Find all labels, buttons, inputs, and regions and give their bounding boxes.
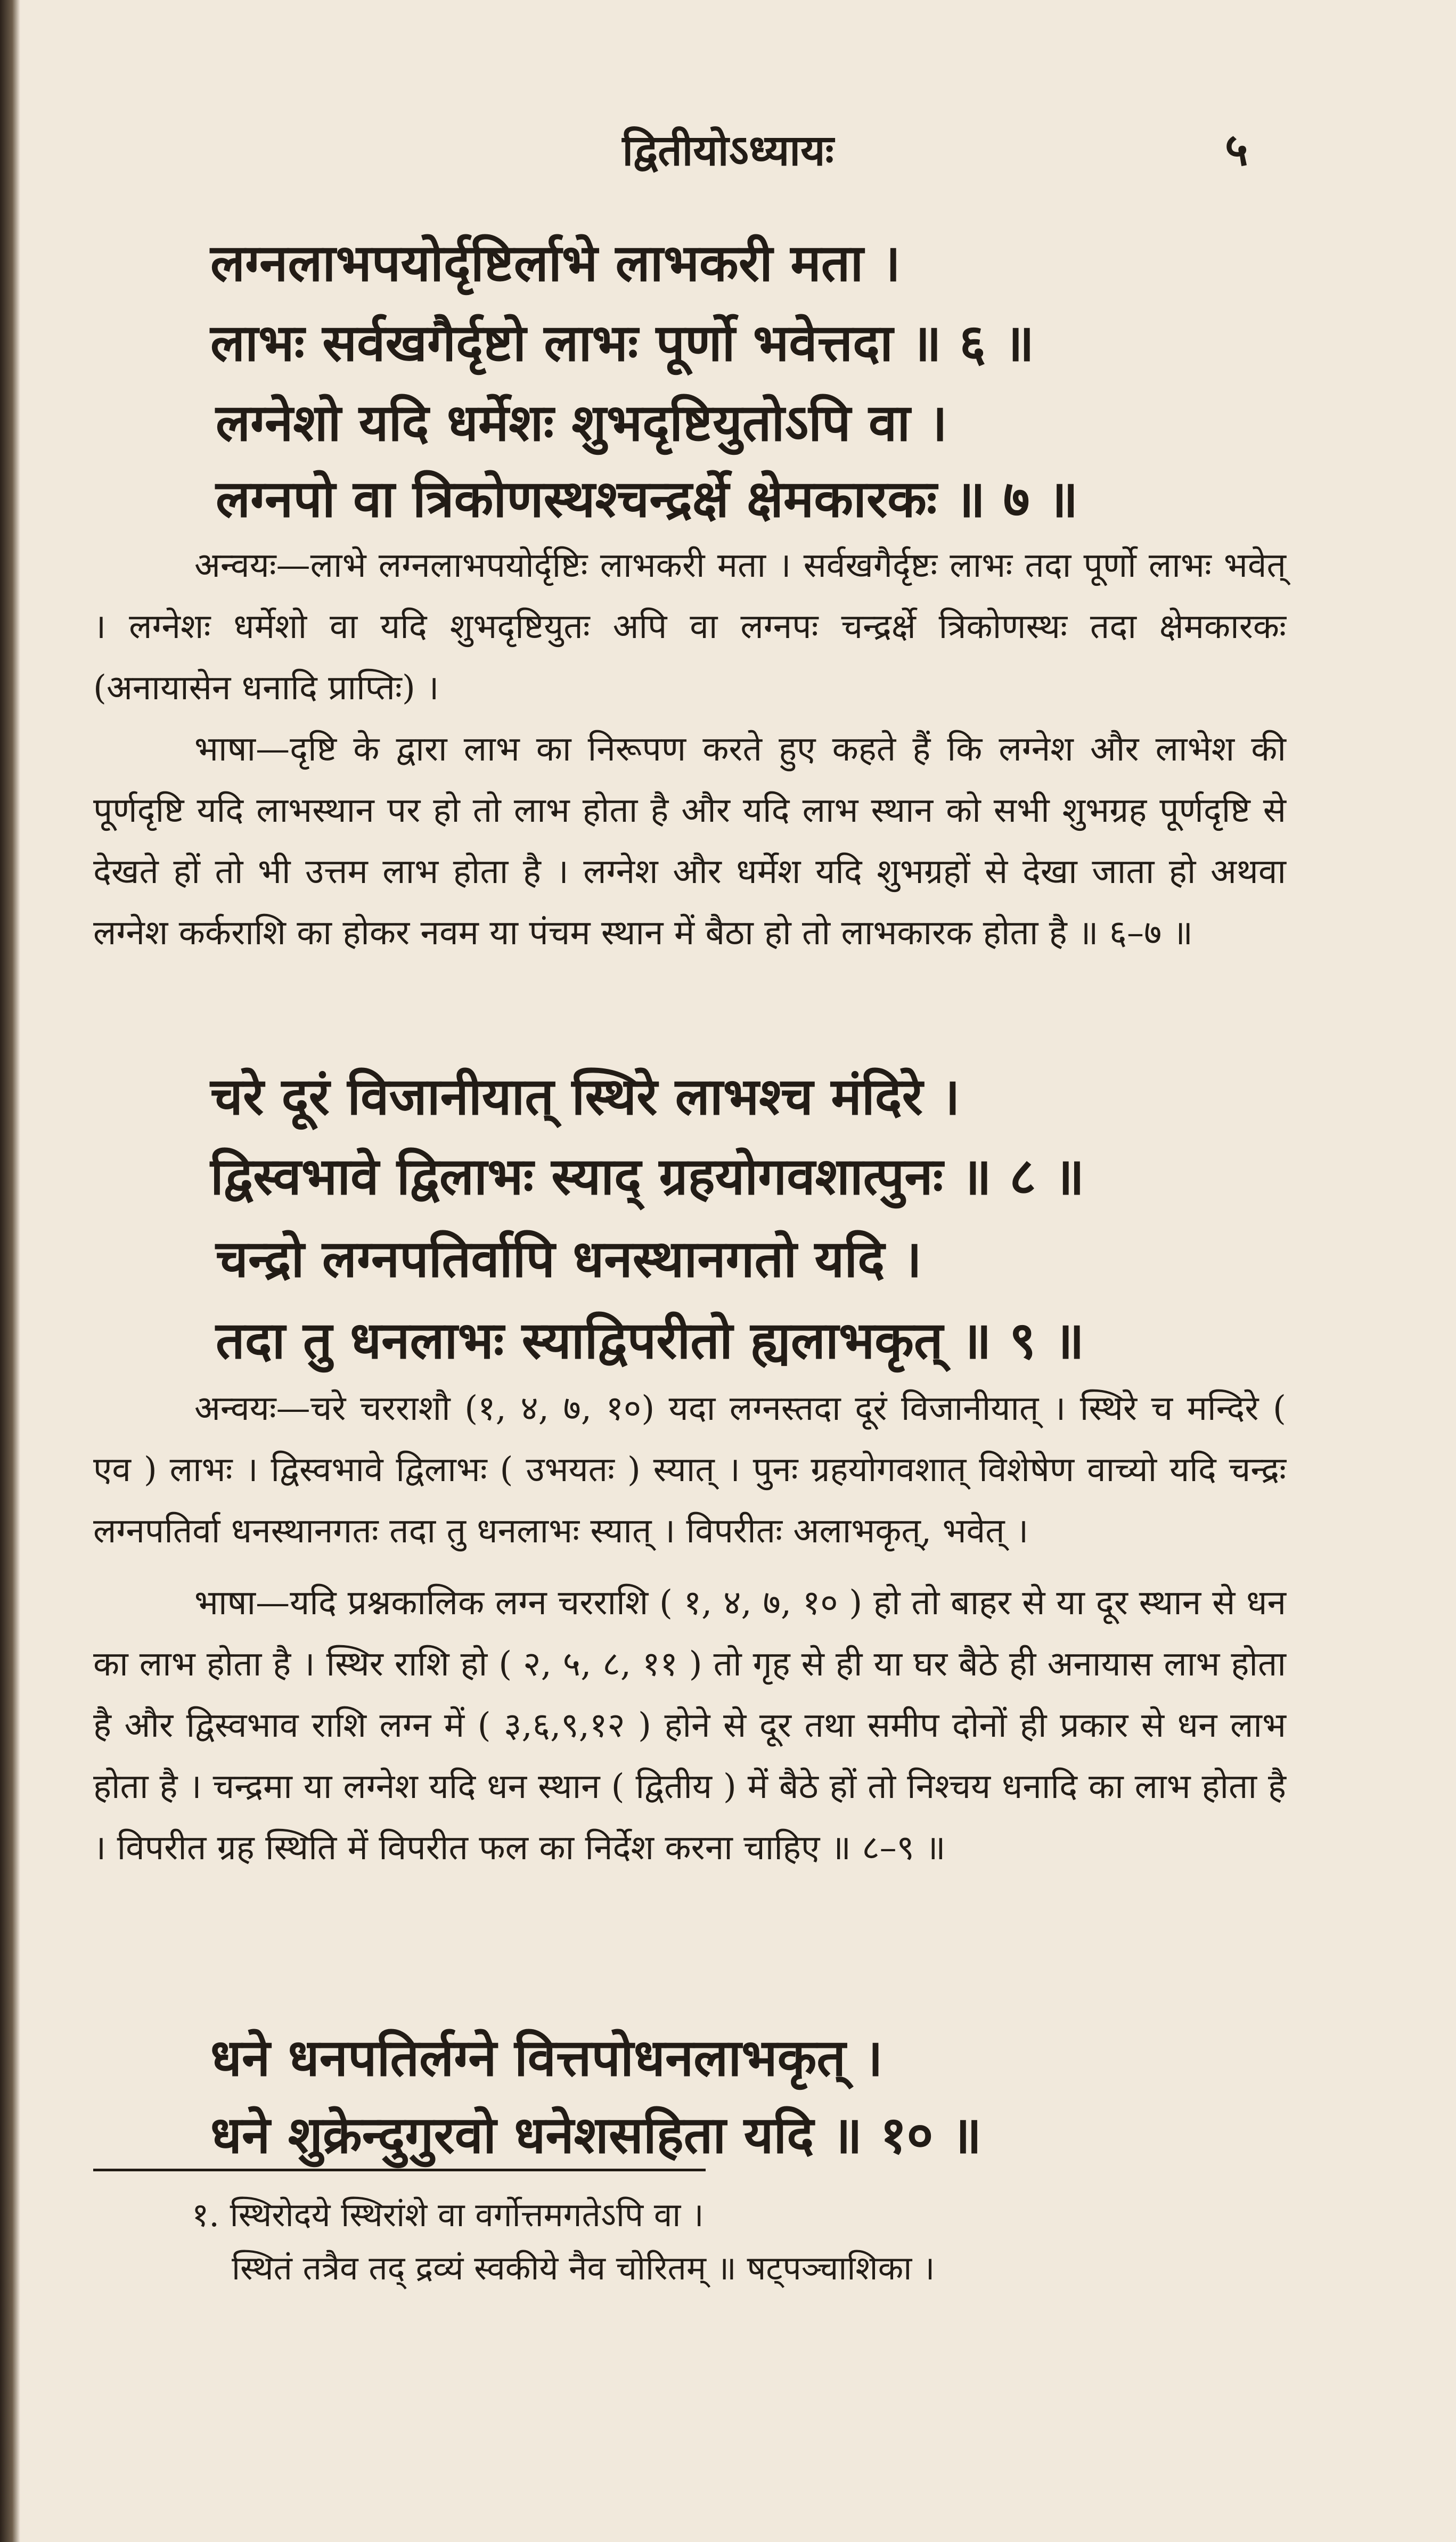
anvaya-paragraph: अन्वयः—लाभे लग्नलाभपयोर्दृष्टिः लाभकरी मता । सर्वखगैर्दृष्टः लाभः तदा पूर्णो लाभः भवेत् । लग्नेशः धर्मेशो वा यदि शुभदृष्टियुतः अपि वा लग्नपः चन्द्रर्क्षे त्रिकोणस्थः तदा क्षेमकारकः (अनायासेन धनादि प्राप्तिः) । [93,546,1286,708]
anvaya-paragraph: अन्वयः—चरे चरराशौ (१, ४, ७, १०) यदा लग्नस्तदा दूरं विजानीयात् । स्थिरे च मन्दिरे ( एव ) लाभः । द्विस्वभावे द्विलाभः ( उभयतः ) स्यात् । पुनः ग्रहयोगवशात् विशेषेण वाच्यो यदि चन्द्रः लग्नपतिर्वा धनस्थानगतः तदा तु धनलाभः स्यात् । विपरीतः अलाभकृत्, भवेत् । [93,1389,1286,1551]
verse-line: चरे दूरं विजानीयात् स्थिरे लाभश्च मंदिरे । [210,1066,960,1126]
page-number: ५ [1225,123,1248,176]
footnote-line: १. स्थिरोदये स्थिरांशे वा वर्गोत्तमगतेऽपि वा । [192,2195,704,2234]
verse-line: लाभः सर्वखगैर्दृष्टो लाभः पूर्णो भवेत्तदा ॥ ६ ॥ [210,313,1035,373]
bhasha-paragraph: भाषा—यदि प्रश्नकालिक लग्न चरराशि ( १, ४, ७, १० ) हो तो बाहर से या दूर स्थान से धन का लाभ होता है । स्थिर राशि हो ( २, ५, ८, ११ ) तो गृह से ही या घर बैठे ही अनायास लाभ होता है और द्विस्वभाव राशि लग्न में ( ३,६,९,१२ ) होने से दूर तथा समीप दोनों ही प्रकार से धन लाभ होता है । चन्द्रमा या लग्नेश यदि धन स्थान ( द्वितीय ) में बैठे हों तो निश्चय धनादि का लाभ होता है । विपरीत ग्रह स्थिति में विपरीत फल का निर्देश करना चाहिए ॥ ८–९ ॥ [93,1583,1286,1868]
chapter-title: द्वितीयोऽध्यायः [622,125,834,175]
verse-line: तदा तु धनलाभः स्याद्विपरीतो ह्यलाभकृत् ॥ ९ ॥ [216,1310,1084,1370]
page-binding-edge [0,0,20,2542]
footnote-divider [93,2169,706,2171]
verse-line: लग्नलाभपयोर्दृष्टिर्लाभे लाभकरी मता । [210,233,901,293]
verse-line: चन्द्रो लग्नपतिर्वापि धनस्थानगतो यदि । [216,1229,922,1289]
bhasha-paragraph: भाषा—दृष्टि के द्वारा लाभ का निरूपण करते हुए कहते हैं कि लग्नेश और लाभेश की पूर्णदृष्टि यदि लाभस्थान पर हो तो लाभ होता है और यदि लाभ स्थान को सभी शुभग्रह पूर्णदृष्टि से देखते हों तो भी उत्तम लाभ होता है । लग्नेश और धर्मेश यदि शुभग्रहों से देखा जाता हो अथवा लग्नेश कर्कराशि का होकर नवम या पंचम स्थान में बैठा हो तो लाभकारक होता है ॥ ६–७ ॥ [93,730,1286,953]
verse-line: धने शुक्रेन्दुगुरवो धनेशसहिता यदि ॥ १० ॥ [210,2105,982,2165]
commentary-block-1 [93,535,1286,964]
verse-line: द्विस्वभावे द्विलाभः स्याद् ग्रहयोगवशात्पुनः ॥ ८ ॥ [210,1146,1085,1206]
verse-line: धने धनपतिर्लग्ने वित्तपोधनलाभकृत् । [210,2028,883,2088]
commentary-block-2 [93,1378,1286,1879]
verse-line: लग्नपो वा त्रिकोणस्थश्चन्द्रर्क्षे क्षेमकारकः ॥ ७ ॥ [216,469,1078,529]
verse-line: लग्नेशो यदि धर्मेशः शुभदृष्टियुतोऽपि वा । [216,393,948,453]
footnote-line: स्थितं तत्रैव तद् द्रव्यं स्वकीये नैव चोरितम् ॥ षट्पञ्चाशिका । [232,2249,935,2287]
